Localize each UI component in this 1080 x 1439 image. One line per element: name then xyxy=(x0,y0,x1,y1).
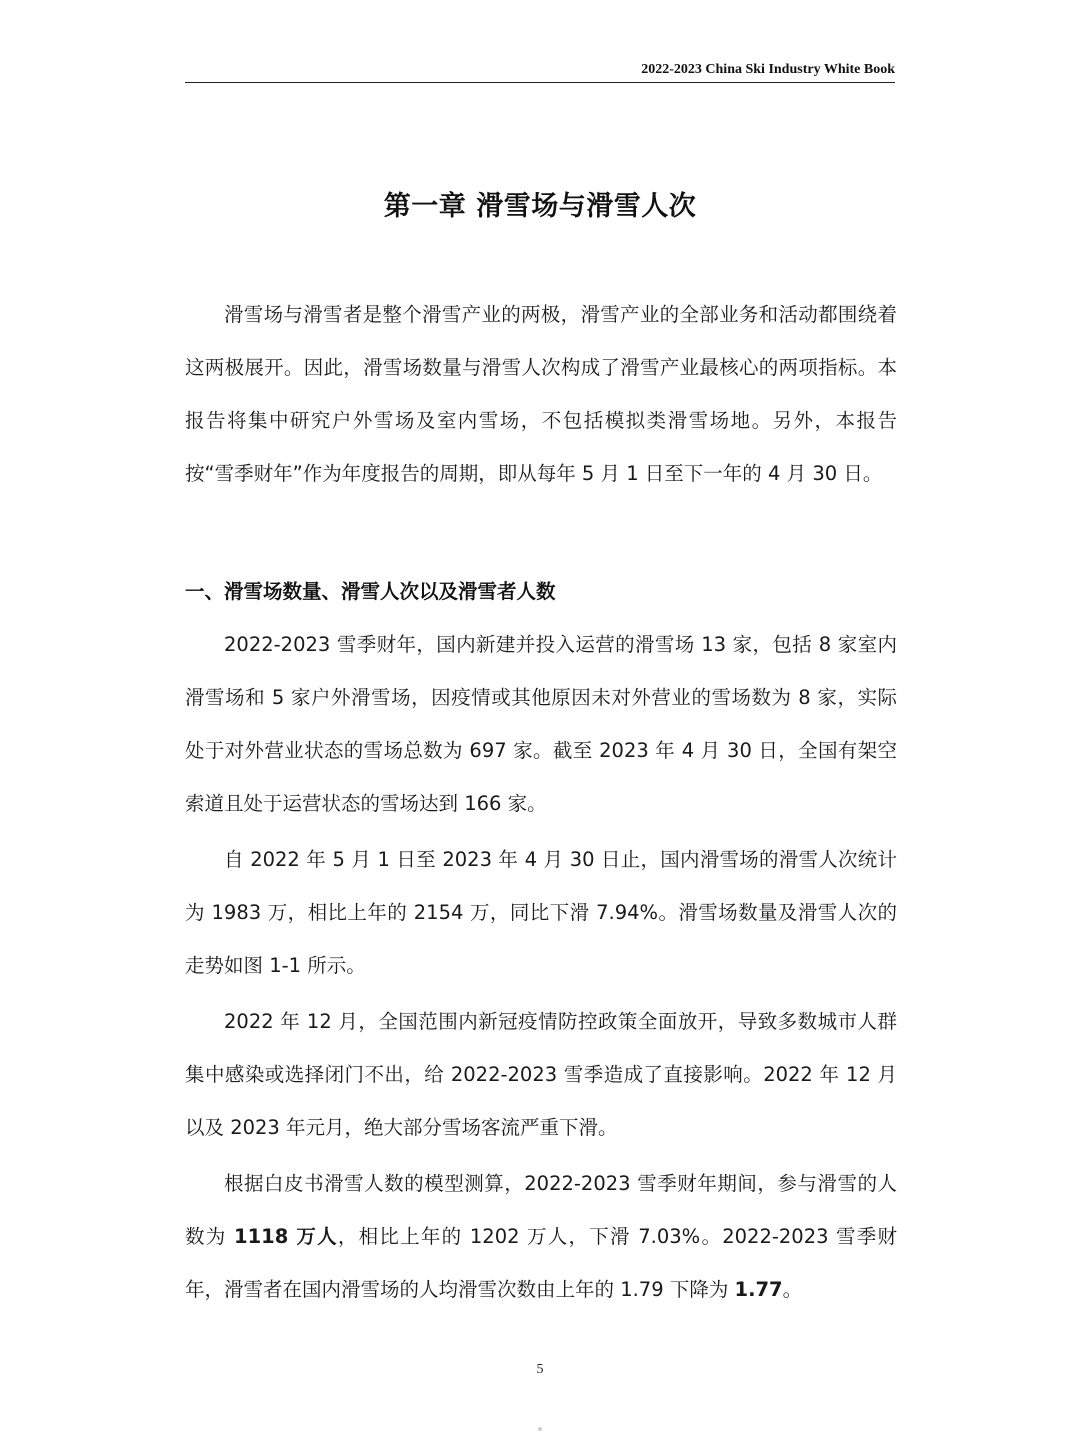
running-header xyxy=(185,60,895,83)
page-body xyxy=(185,288,897,1316)
paragraph-4-text-b: ，相比上年的 1202 万人，下滑 7.03%。2022-2023 雪季财年，滑雪者在国内滑雪场的人均滑雪次数由上年的 1.79 下降为 xyxy=(185,1225,898,1301)
section-paragraph-2: 自 2022 年 5 月 1 日至 2023 年 4 月 30 日止，国内滑雪场的滑雪人次统计为 1983 万，相比上年的 2154 万，同比下滑 7.94%。滑雪场数量及滑雪人次的走势如图 1-1 所示。 xyxy=(185,848,897,977)
paragraph-4-text-a: 根据白皮书滑雪人数的模型测算，2022-2023 雪季财年期间，参与滑雪的人数为 xyxy=(185,1172,897,1248)
section-heading: 一、滑雪场数量、滑雪人次以及滑雪者人数 xyxy=(185,580,556,603)
paragraph-4-text-c: 。 xyxy=(782,1278,803,1301)
ski-frequency-highlight: 1.77 xyxy=(734,1278,783,1301)
section-paragraph-3: 2022 年 12 月，全国范围内新冠疫情防控政策全面放开，导致多数城市人群集中感染或选择闭门不出，给 2022-2023 雪季造成了直接影响。2022 年 12 月以及 2023 年元月，绝大部分雪场客流严重下滑。 xyxy=(185,1010,897,1139)
skier-count-highlight: 1118 万人 xyxy=(234,1225,338,1248)
page-number: 5 xyxy=(536,1362,544,1377)
intro-paragraph: 滑雪场与滑雪者是整个滑雪产业的两极，滑雪产业的全部业务和活动都围绕着这两极展开。因此，滑雪场数量与滑雪人次构成了滑雪产业最核心的两项指标。本报告将集中研究户外雪场及室内雪场，不包括模拟类滑雪场地。另外，本报告按“雪季财年”作为年度报告的周期，即从每年 5 月 1 日至下一年的 4 月 30 日。 xyxy=(185,303,897,485)
section-paragraph-1: 2022-2023 雪季财年，国内新建并投入运营的滑雪场 13 家，包括 8 家室内滑雪场和 5 家户外滑雪场，因疫情或其他原因未对外营业的雪场数为 8 家，实际处于对外营业状态的雪场总数为 697 家。截至 2023 年 4 月 30 日，全国有架空索道且处于运营状态的雪场达到 166 家。 xyxy=(185,633,897,815)
section-paragraph-4 xyxy=(185,1157,897,1316)
chapter-title: 第一章 滑雪场与滑雪人次 xyxy=(383,191,697,222)
header-title: 2022-2023 China Ski Industry White Book xyxy=(641,62,895,77)
bottom-dot-marker xyxy=(538,1427,542,1431)
